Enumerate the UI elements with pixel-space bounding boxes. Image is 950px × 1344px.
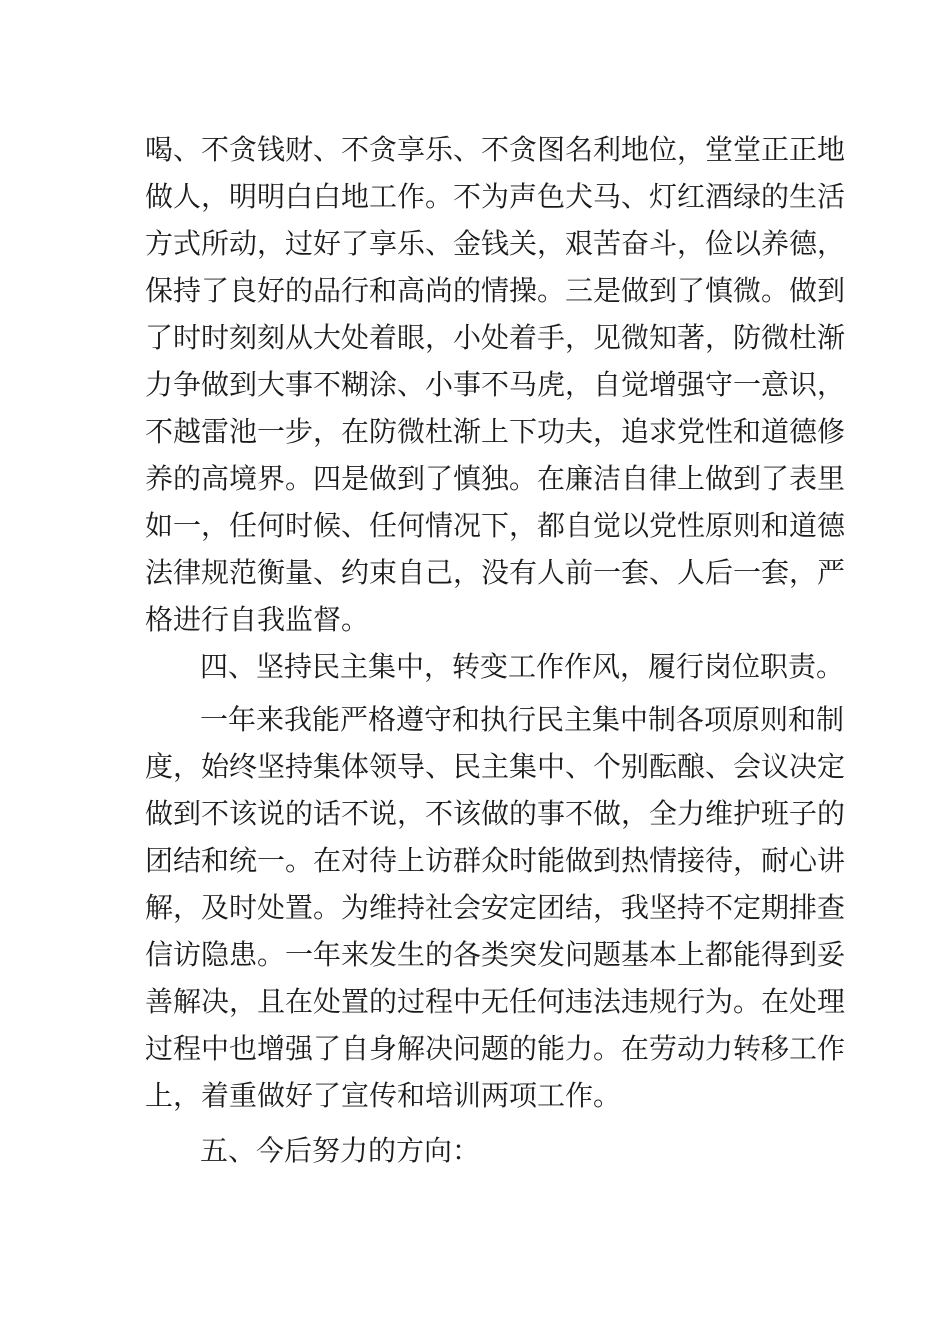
text-line: 团结和统一。在对待上访群众时能做到热情接待，耐心讲 [145, 844, 846, 877]
text-line: 上，着重做好了宣传和培训两项工作。 [145, 1079, 622, 1112]
text-line: 了时时刻刻从大处着眼，小处着手，见微知著，防微杜渐 [145, 321, 846, 354]
section-heading: 四、坚持民主集中，转变工作作风，履行岗位职责。 [200, 650, 845, 683]
text-line: 力争做到大事不糊涂、小事不马虎，自觉增强守一意识， [145, 368, 846, 401]
text-line: 做到不该说的话不说，不该做的事不做，全力维护班子的 [145, 797, 846, 830]
text-line: 度，始终坚持集体领导、民主集中、个别酝酿、会议决定 [145, 750, 846, 783]
text-line: 过程中也增强了自身解决问题的能力。在劳动力转移工作 [145, 1032, 846, 1065]
text-line: 善解决，且在处置的过程中无任何违法违规行为。在处理 [145, 985, 846, 1018]
text-line: 不越雷池一步，在防微杜渐上下功夫，追求党性和道德修 [145, 415, 846, 448]
section-heading: 五、今后努力的方向： [200, 1134, 481, 1167]
text-line: 养的高境界。四是做到了慎独。在廉洁自律上做到了表里 [145, 462, 846, 495]
text-line: 法律规范衡量、约束自己，没有人前一套、人后一套，严 [145, 556, 846, 589]
text-line: 做人，明明白白地工作。不为声色犬马、灯红酒绿的生活 [145, 180, 846, 213]
text-line: 喝、不贪钱财、不贪享乐、不贪图名利地位，堂堂正正地 [145, 133, 846, 166]
text-line: 格进行自我监督。 [145, 603, 370, 636]
text-line: 解，及时处置。为维持社会安定团结，我坚持不定期排查 [145, 891, 846, 924]
text-line: 如一，任何时候、任何情况下，都自觉以党性原则和道德 [145, 509, 846, 542]
text-line: 一年来我能严格遵守和执行民主集中制各项原则和制 [200, 703, 845, 736]
text-line: 方式所动，过好了享乐、金钱关，艰苦奋斗，俭以养德， [145, 227, 846, 260]
text-line: 保持了良好的品行和高尚的情操。三是做到了慎微。做到 [145, 274, 846, 307]
text-line: 信访隐患。一年来发生的各类突发问题基本上都能得到妥 [145, 938, 846, 971]
